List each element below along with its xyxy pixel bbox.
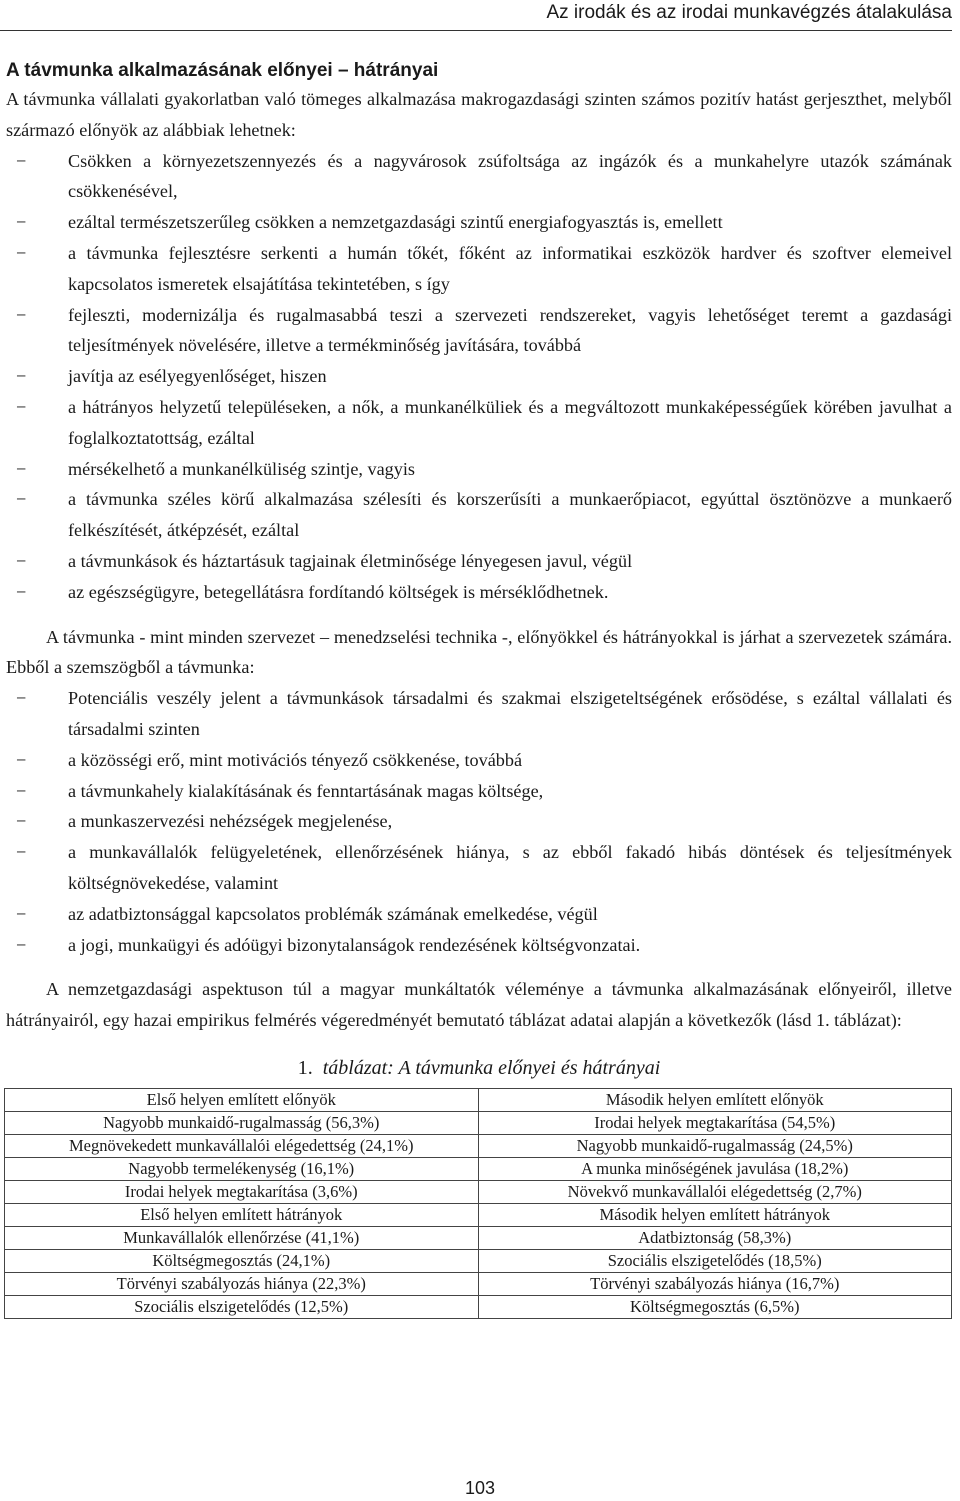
table-cell: Növekvő munkavállalói elégedettség (2,7%)	[478, 1180, 952, 1203]
running-head: Az irodák és az irodai munkavégzés átalakulása	[0, 0, 952, 31]
list-item: − az egészségügyre, betegellátásra fordítandó költségek is mérséklődhetnek.	[6, 577, 952, 608]
intro-paragraph: A távmunka vállalati gyakorlatban való tömeges alkalmazása makrogazdasági szinten számos pozitív hatást gerjeszthet, melyből származó előnyök az alábbiak lehetnek:	[6, 89, 952, 140]
list-item: − Csökken a környezetszennyezés és a nagyvárosok zsúfoltsága az ingázók és a munkahelyre utazók számának csökkenésével,	[6, 146, 952, 208]
table-cell: Költségmegosztás (24,1%)	[5, 1249, 479, 1272]
table-cell: Nagyobb munkaidő-rugalmasság (56,3%)	[5, 1111, 479, 1134]
table-cell: Munkavállalók ellenőrzése (41,1%)	[5, 1226, 479, 1249]
list-item: − a közösségi erő, mint motivációs tényező csökkenése, továbbá	[6, 745, 952, 776]
spacer	[6, 960, 952, 974]
table-cell: Megnövekedett munkavállalói elégedettség (24,1%)	[5, 1134, 479, 1157]
table-row	[5, 1272, 952, 1295]
table-row	[5, 1203, 952, 1226]
list-item: − Potenciális veszély jelent a távmunkások társadalmi és szakmai elszigeteltségének erősödése, s ezáltal vállalati és társadalmi szinten	[6, 683, 952, 745]
table-header-cell: Első helyen említett hátrányok	[5, 1203, 479, 1226]
list-item: − a jogi, munkaügyi és adóügyi bizonytalanságok rendezésének költségvonzatai.	[6, 930, 952, 961]
list-item: − a munkaszervezési nehézségek megjelenése,	[6, 806, 952, 837]
table-row	[5, 1226, 952, 1249]
list-item: − a munkavállalók felügyeletének, ellenőrzésének hiánya, s az ebből fakadó hibás döntések és teljesítmények költségnövekedése, valamint	[6, 837, 952, 899]
list-item: − a távmunka fejlesztésre serkenti a humán tőkét, főként az informatikai eszközök hardver és szoftver elemeivel kapcsolatos ismeretek elsajátítása tekintetében, s így	[6, 238, 952, 300]
survey-paragraph: A nemzetgazdasági aspektuson túl a magyar munkáltatók véleménye a távmunka alkalmazásának előnyeiről, illetve hátrányairól, egy hazai empirikus felmérés végeredményét bemutató táblázat adatai alapján a következők (lásd 1. táblázat):	[6, 979, 952, 1031]
table-cell: Törvényi szabályozás hiánya (16,7%)	[478, 1272, 952, 1295]
advantages-list	[6, 146, 952, 608]
table-row	[5, 1134, 952, 1157]
table-cell: Adatbiztonság (58,3%)	[478, 1226, 952, 1249]
page-content	[6, 58, 952, 1319]
list-item: − javítja az esélyegyenlőséget, hiszen	[6, 361, 952, 392]
spacer	[6, 608, 952, 622]
list-item: − ezáltal természetszerűleg csökken a nemzetgazdasági szintű energiafogyasztás is, emellett	[6, 207, 952, 238]
list-item: − a távmunka széles körű alkalmazása szélesíti és korszerűsíti a munkaerőpiacot, egyúttal ösztönözve a munkaerő felkészítését, átképzését, ezáltal	[6, 484, 952, 546]
table-caption	[6, 1054, 952, 1082]
table-row	[5, 1088, 952, 1111]
table-caption-text: táblázat: A távmunka előnyei és hátrányai	[322, 1056, 661, 1079]
list-item: − a hátrányos helyzetű településeken, a nők, a munkanélküliek és a megváltozott munkaképességűek körében javulhat a foglalkoztatottság, ezáltal	[6, 392, 952, 454]
list-item: − a távmunkások és háztartásuk tagjainak életminősége lényegesen javul, végül	[6, 546, 952, 577]
advantages-disadvantages-table	[4, 1088, 952, 1319]
table-row	[5, 1249, 952, 1272]
table-row	[5, 1111, 952, 1134]
table-cell: Irodai helyek megtakarítása (54,5%)	[478, 1111, 952, 1134]
table-cell: Nagyobb munkaidő-rugalmasság (24,5%)	[478, 1134, 952, 1157]
list-item: − mérsékelhető a munkanélküliség szintje, vagyis	[6, 454, 952, 485]
table-caption-number: 1.	[297, 1056, 313, 1079]
disadvantages-list	[6, 683, 952, 960]
list-item: − a távmunkahely kialakításának és fenntartásának magas költsége,	[6, 776, 952, 807]
table-header-cell: Első helyen említett előnyök	[5, 1088, 479, 1111]
section-title: A távmunka alkalmazásának előnyei – hátrányai	[6, 60, 439, 81]
list-item: − fejleszti, modernizálja és rugalmasabbá teszi a szervezeti rendszereket, vagyis lehetőséget teremt a gazdasági teljesítmények növelésére, illetve a termékminőség javítására, továbbá	[6, 300, 952, 362]
table-cell: Költségmegosztás (6,5%)	[478, 1295, 952, 1318]
table-row	[5, 1157, 952, 1180]
disadvantages-paragraph: A távmunka - mint minden szervezet – menedzselési technika -, előnyökkel és hátrányokkal is járhat a szervezetek számára. Ebből a szemszögből a távmunka:	[6, 626, 952, 678]
table-row	[5, 1295, 952, 1318]
table-cell: Nagyobb termelékenység (16,1%)	[5, 1157, 479, 1180]
page-number: 103	[464, 1478, 496, 1498]
table-header-cell: Második helyen említett előnyök	[478, 1088, 952, 1111]
table-cell: Irodai helyek megtakarítása (3,6%)	[5, 1180, 479, 1203]
table-header-cell: Második helyen említett hátrányok	[478, 1203, 952, 1226]
table-cell: Szociális elszigetelődés (18,5%)	[478, 1249, 952, 1272]
table-cell: Szociális elszigetelődés (12,5%)	[5, 1295, 479, 1318]
list-item: − az adatbiztonsággal kapcsolatos problémák számának emelkedése, végül	[6, 899, 952, 930]
table-cell: A munka minőségének javulása (18,2%)	[478, 1157, 952, 1180]
table-cell: Törvényi szabályozás hiánya (22,3%)	[5, 1272, 479, 1295]
table-row	[5, 1180, 952, 1203]
